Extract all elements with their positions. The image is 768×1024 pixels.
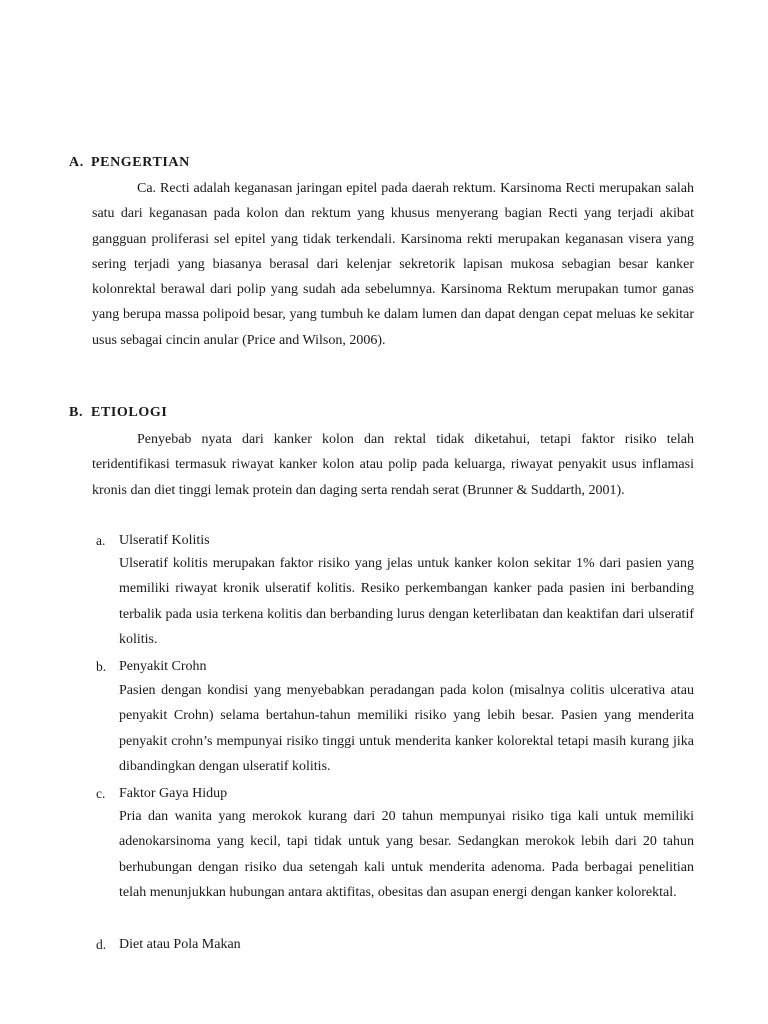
list-item-title: Diet atau Pola Makan [119, 937, 241, 952]
section-a-paragraph: Ca. Recti adalah keganasan jaringan epitel pada daerah rektum. Karsinoma Recti merupakan salah satu dari keganasan pada kolon dan rektum yang khusus menyerang bagian Recti yang terjadi akibat gangguan proliferasi sel epitel yang tidak terkendali. Karsinoma rekti merupakan keganasan visera yang sering terjadi yang biasanya berasal dari kelenjar sekretorik lapisan mukosa sebagian besar kanker kolonrektal berawal dari polip yang sudah ada sebelumnya. Karsinoma Rektum merupakan tumor ganas yang berupa massa polipoid besar, yang tumbuh ke dalam lumen dan dapat dengan cepat meluas ke sekitar usus sebagai cincin anular (Price and Wilson, 2006). [92, 181, 694, 348]
list-item-marker: c. [96, 786, 106, 801]
section-a-title: PENGERTIAN [91, 155, 190, 170]
section-a-heading [69, 154, 190, 172]
list-item-marker: a. [96, 533, 106, 548]
section-b-paragraph: Penyebab nyata dari kanker kolon dan rektal tidak diketahui, tetapi faktor risiko telah teridentifikasi termasuk riwayat kanker kolon atau polip pada keluarga, riwayat penyakit usus inflamasi kronis dan diet tinggi lemak protein dan daging serta rendah serat (Brunner & Suddarth, 2001). [92, 432, 694, 498]
section-b-title: ETIOLOGI [91, 405, 168, 420]
list-item-title: Ulseratif Kolitis [119, 533, 210, 548]
list-item-marker: d. [96, 937, 107, 952]
list-item-body: Pria dan wanita yang merokok kurang dari 20 tahun mempunyai risiko tiga kali untuk memiliki adenokarsinoma yang kecil, tapi tidak untuk yang besar. Sedangkan merokok lebih dari 20 tahun berhubungan dengan risiko dua setengah kali untuk menderita adenoma. Pada berbagai penelitian telah menunjukkan hubungan antara aktifitas, obesitas dan asupan energi dengan kanker kolorektal. [119, 809, 694, 900]
section-b-number: B. [69, 405, 84, 420]
list-item-title: Faktor Gaya Hidup [119, 786, 228, 801]
section-a-number: A. [69, 155, 84, 170]
list-item-title: Penyakit Crohn [119, 659, 207, 674]
list-item-body: Ulseratif kolitis merupakan faktor risiko yang jelas untuk kanker kolon sekitar 1% dari pasien yang memiliki riwayat kronik ulseratif kolitis. Resiko perkembangan kanker pada pasien ini berbanding terbalik pada usia terkena kolitis dan berbanding lurus dengan keterlibatan dan keaktifan dari ulseratif kolitis. [119, 556, 694, 647]
list-item-body: Pasien dengan kondisi yang menyebabkan peradangan pada kolon (misalnya colitis ulcerativa atau penyakit Crohn) selama bertahun-tahun memiliki risiko yang lebih besar. Pasien yang menderita penyakit crohn’s mempunyai risiko tinggi untuk menderita kanker kolorektal tetapi masih kurang jika dibandingkan dengan ulseratif kolitis. [119, 683, 694, 774]
section-b-heading [69, 404, 167, 422]
list-item-marker: b. [96, 659, 107, 674]
